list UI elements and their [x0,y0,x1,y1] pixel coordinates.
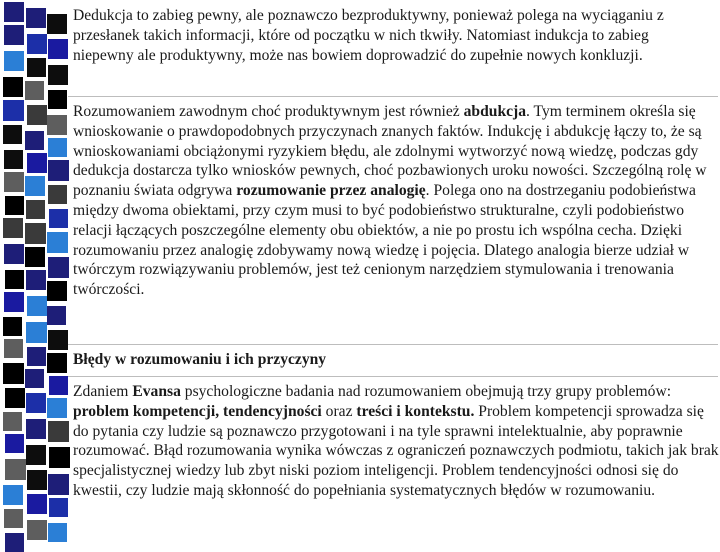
decorative-square [25,223,46,244]
paragraph-text: psychologiczne badania nad rozumowaniem obejmują trzy grupy problemów: [180,383,672,400]
decorative-square [25,131,44,150]
decorative-square [27,494,47,514]
decorative-square [48,523,67,542]
decorative-square [27,470,47,490]
section-divider [68,344,718,345]
decorative-square [25,81,44,100]
paragraph-deduction-induction [73,6,713,65]
decorative-square [4,150,23,169]
term-abdukcja: abdukcja [463,103,527,120]
term-evans: Evansa [132,383,181,400]
decorative-square [48,474,69,495]
decorative-square [4,51,24,71]
decorative-square [48,330,68,350]
paragraph-text: Zdaniem [73,383,133,400]
paragraph-text: oraz [321,402,357,420]
decorative-square [47,14,67,34]
decorative-square [26,322,47,343]
term-rozumowanie-przez-analogie: rozumowanie przez analogię [236,182,426,200]
decorative-square [4,339,23,358]
decorative-square [3,317,22,336]
decorative-square [5,533,24,552]
section-divider [68,96,718,97]
decorative-square [48,257,69,278]
decorative-square [47,398,67,418]
decorative-square [27,296,47,316]
decorative-square [5,196,24,215]
section-divider [68,376,718,377]
decorative-square [26,8,46,28]
decorative-square [3,412,22,431]
paragraph-text: Dedukcja to zabieg pewny, ale poznawczo bezproduktywny, ponieważ polega na wyciąganiu z przesłanek takich informacji, które od początku w nich tkwiły. Natomiast indukcja to zabieg niepewny ale produktywny, może nas bowiem doprowadzić do zupełnie nowych konkluzji. [73,7,664,64]
decorative-square [3,100,24,121]
decorative-square [47,353,67,373]
decorative-square [27,58,46,77]
paragraph-abduction-analogy [73,102,719,300]
section-heading [73,350,713,370]
decorative-square [4,292,24,312]
decorative-square [27,520,47,540]
decorative-square [27,347,46,366]
paragraph-evans [73,382,719,501]
decorative-square [48,90,67,109]
decorative-square [49,447,70,468]
decorative-square [5,270,24,289]
paragraph-text: . Polega ono na dostrzeganiu podobieństwa między dwoma obiektami, przy czym musi to być podobieństwo strukturalne, czyli podobieństwo relacji łączących poszczególne elementy obu obiektów, a nie po prostu ich wspólna cecha. Dzięki rozumowaniu przez analogię zdobywamy nową wiedzę i pojęcia. Dlatego analogia bierze udział w twórczym rozwiązywaniu problemów, jest też cenionym narzędziem stymulowania i trenowania twórczości. [73,182,696,299]
decorative-square [48,185,67,204]
decorative-square [48,138,67,157]
decorative-square [47,306,66,325]
paragraph-text: . Tym terminem określa się wnioskowanie o prawdopodobnych przyczynach znanych faktów. Indukcję i abdukcję łączy to, że są wnioskowaniami obciążonymi ryzykiem błędu, ale zdolnymi wytworzyć nową wiedzę, podczas gdy dedukcja dostarcza tylko wniosków pewnych, choć pozbawionych uroku nowości. Szczególną rolę w poznaniu świata odgrywa [73,103,707,200]
decorative-square [5,434,24,453]
decorative-square-strip [0,0,68,540]
decorative-square [27,105,47,125]
decorative-square [47,281,67,301]
decorative-square [4,2,24,22]
decorative-square [3,485,23,505]
decorative-square [25,369,44,388]
decorative-square [3,363,24,384]
decorative-square [48,65,68,85]
decorative-square [49,209,68,228]
decorative-square [47,115,67,135]
decorative-square [3,218,23,238]
decorative-square [4,244,24,264]
decorative-square [5,388,25,408]
decorative-square [3,125,22,144]
decorative-square [48,39,68,59]
decorative-square [48,421,69,442]
decorative-square [26,445,46,465]
decorative-square [26,393,46,413]
decorative-square [3,77,23,97]
decorative-square [25,247,45,267]
decorative-square [4,172,24,192]
decorative-square [25,176,45,196]
decorative-square [48,160,69,181]
decorative-square [49,376,68,395]
paragraph-text: Problem kompetencji sprowadza się do pytania czy ludzie są poznawczo przygotowani i na tyle sprawni intelektualnie, aby poprawnie rozumować. Błąd rozumowania wynika wówczas z ograniczeń poznawczych podmiotu, takich jak brak specjalistycznej wiedzy lub zbyt niski poziom inteligencji. Problem tendencyjności odnosi się do kwestii, czy ludzie mają skłonność do popełniania systematycznych błędów w rozumowaniu. [73,402,719,499]
term-tresci-i-kontekstu: treści i kontekstu. [356,402,475,420]
decorative-square [49,498,68,517]
decorative-square [4,25,24,45]
decorative-square [26,419,46,439]
decorative-square [26,200,45,219]
decorative-square [26,270,46,290]
paragraph-text: Rozumowaniem zawodnym choć produktywnym jest również [73,103,464,120]
decorative-square [27,153,47,173]
decorative-square [5,459,26,480]
decorative-square [27,34,47,54]
heading-text: Błędy w rozumowaniu i ich przyczyny [73,351,327,368]
term-problem-kompetencji: problem kompetencji, tendencyjności [73,402,322,420]
decorative-square [4,509,23,528]
decorative-square [47,232,68,253]
